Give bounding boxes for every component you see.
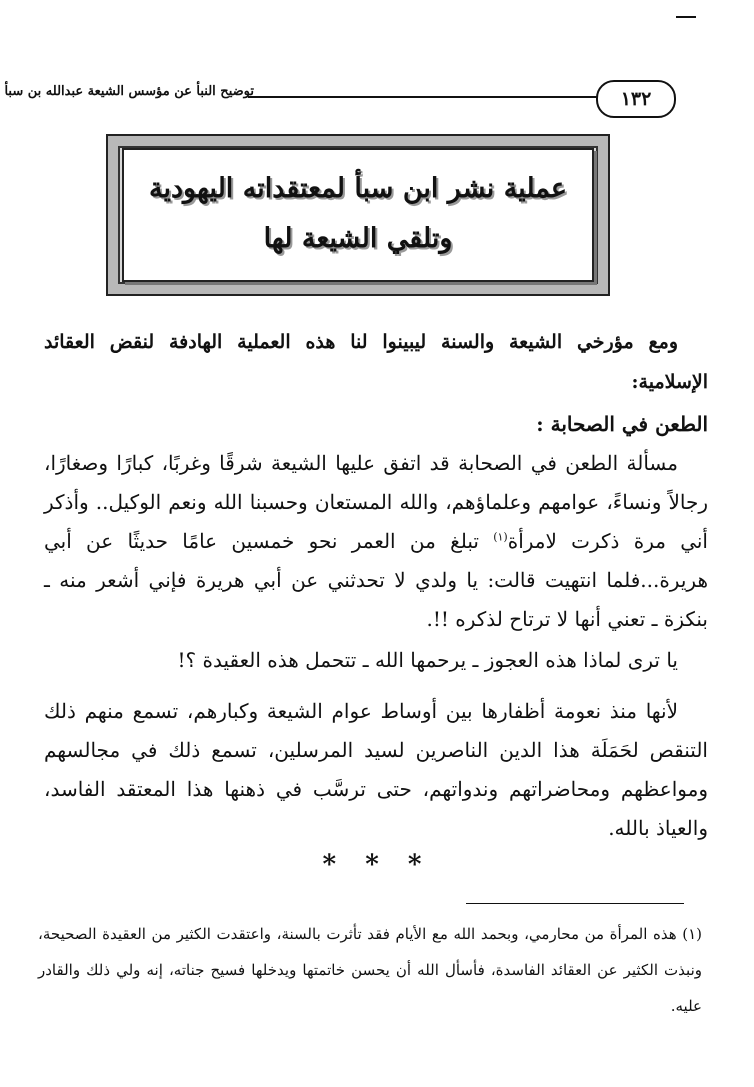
paragraph-2: يا ترى لماذا هذه العجوز ـ يرحمها الله ـ تتحمل هذه العقيدة ؟! — [177, 648, 678, 672]
header-rule — [248, 96, 598, 98]
section-separator: * * * — [322, 850, 432, 880]
footnote-rule — [466, 903, 684, 904]
paragraph-1-part-b: تبلغ من العمر نحو خمسين عامًا حديثًا عن أبي هريرة...فلما انتهيت قالت: يا ولدي لا تحدثني عن أبي هريرة فإني أشعر منه ـ بنكزة ـ تعني أنها لا ترتاح لذكره !!. — [44, 529, 708, 631]
intro-paragraph: ومع مؤرخي الشيعة والسنة ليبينوا لنا هذه العملية الهادفة لنقض العقائد الإسلامية: — [44, 331, 708, 393]
chapter-title-line-2: وتلقي الشيعة لها — [263, 223, 453, 254]
chapter-title — [124, 164, 592, 264]
running-title: توضيح النبأ عن مؤسس الشيعة عبدالله بن سبأ — [4, 84, 254, 99]
paragraph-1-part-a: مسألة الطعن في الصحابة قد اتفق عليها الشيعة شرقًا وغربًا، كبارًا وصغارًا، رجالاً ونساءً، عوامهم وعلماؤهم، والله المستعان وحسبنا الله ونعم الوكيل.. وأذكر أني مرة ذكرت لامرأة — [44, 451, 708, 553]
intro-block — [44, 322, 708, 402]
paragraph-1 — [44, 444, 708, 639]
page-number: ١٣٢ — [596, 80, 676, 118]
footnote-marker: (١) — [493, 530, 508, 544]
footnote: (١) هذه المرأة من محارمي، وبحمد الله مع الأيام فقد تأثرت بالسنة، واعتقدت الكثير من العقيدة الصحيحة، ونبذت الكثير عن العقائد الفاسدة، فأسأل الله أن يحسن خاتمتها ويدخلها فسيح جناته، إنه ولي ذلك والقادر عليه. — [38, 925, 702, 1015]
frame-inner-panel — [122, 148, 594, 282]
section-block — [44, 404, 708, 848]
chapter-title-line-1: عملية نشر ابن سبأ لمعتقداته اليهودية — [149, 173, 567, 204]
section-heading: الطعن في الصحابة : — [536, 412, 708, 436]
header-rule-right — [676, 16, 696, 18]
paragraph-3: لأنها منذ نعومة أظفارها بين أوساط عوام الشيعة وكبارهم، تسمع منهم ذلك التنقص لحَمَلَة هذا الدين الناصرين لسيد المرسلين، تسمع ذلك في مجالسهم ومواعظهم ومحاضراتهم وندواتهم، حتى ترسَّب في ذهنها هذا المعتقد الفاسد، والعياذ بالله. — [44, 699, 708, 840]
page-header — [4, 80, 676, 116]
chapter-title-frame — [106, 134, 610, 296]
